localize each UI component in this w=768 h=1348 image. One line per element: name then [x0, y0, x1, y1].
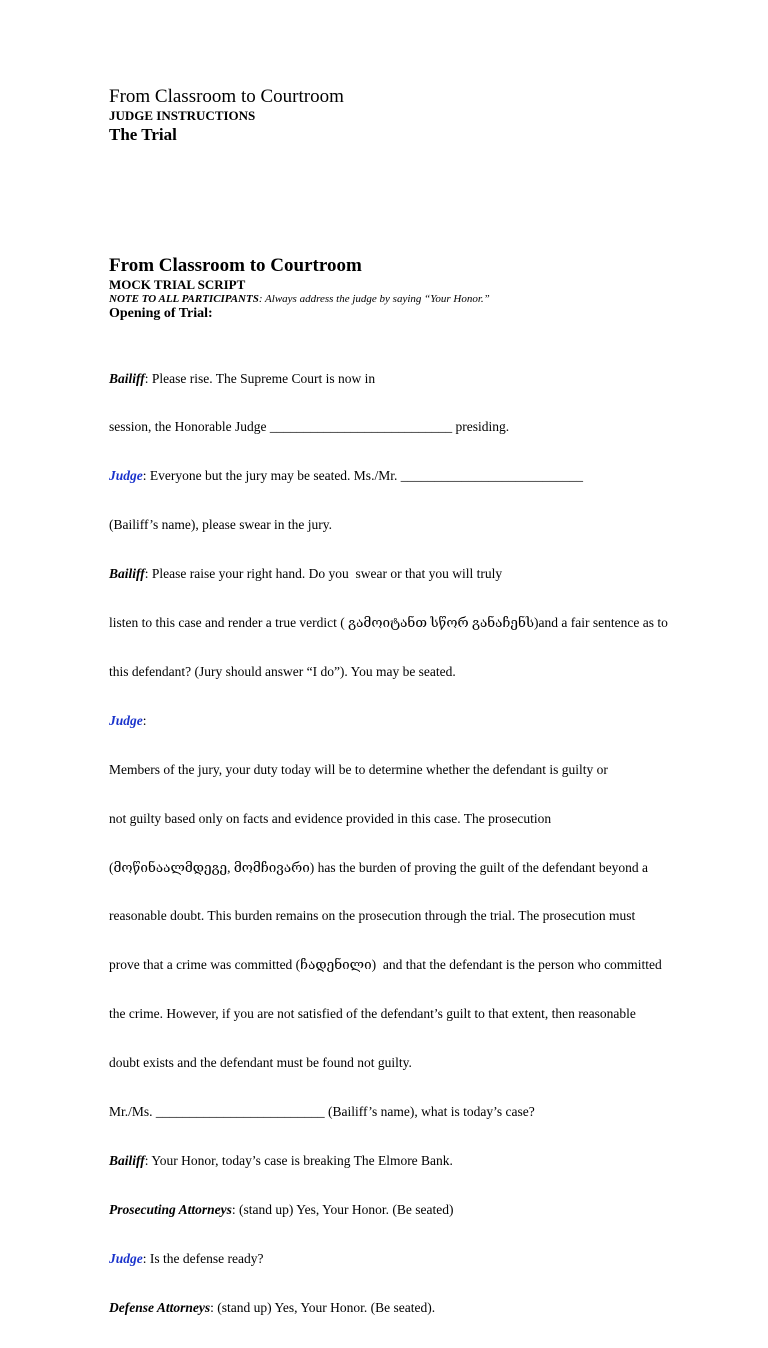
- script-body: [109, 338, 739, 1348]
- line-text: : (stand up) Yes, Your Honor. (Be seated): [231, 1201, 454, 1217]
- line-text: this defendant? (Jury should answer “I do”). You may be seated.: [109, 663, 456, 679]
- speaker-judge: Judge: [109, 468, 143, 484]
- script-line: [109, 762, 739, 778]
- script-line: [109, 566, 739, 582]
- section-heading-trial: The Trial: [109, 125, 177, 144]
- script-line: [109, 1006, 739, 1022]
- script-line: [109, 1055, 739, 1071]
- script-line: [109, 468, 739, 484]
- note-text: : Always address the judge by saying “Your Honor.”: [258, 293, 490, 305]
- script-line: [109, 1300, 739, 1316]
- line-text: (მოწინაალმდეგე, მომჩივარი) has the burden of proving the guilt of the defendant beyond a: [109, 859, 648, 875]
- script-line: [109, 811, 739, 827]
- script-line: [109, 419, 739, 435]
- script-line: [109, 1251, 739, 1267]
- line-text: : Is the defense ready?: [142, 1250, 264, 1266]
- line-text: : Everyone but the jury may be seated. Ms./Mr. ___________________________: [142, 468, 583, 484]
- participants-note: [109, 292, 739, 306]
- line-text: : Please rise. The Supreme Court is now in: [144, 370, 376, 386]
- speaker-bailiff: Bailiff: [109, 1152, 145, 1168]
- script-line: [109, 713, 739, 729]
- line-text: (Bailiff’s name), please swear in the jury.: [109, 517, 333, 533]
- script-line: [109, 957, 739, 973]
- script-line: [109, 615, 739, 631]
- note-label: NOTE TO ALL PARTICIPANTS: [109, 293, 259, 305]
- line-text: the crime. However, if you are not satisfied of the defendant’s guilt to that extent, then reasonable: [109, 1006, 636, 1022]
- line-text: doubt exists and the defendant must be found not guilty.: [109, 1055, 412, 1071]
- line-text: : (stand up) Yes, Your Honor. (Be seated).: [210, 1299, 436, 1315]
- document-subtitle: JUDGE INSTRUCTIONS: [109, 108, 256, 123]
- line-text: reasonable doubt. This burden remains on the prosecution through the trial. The prosecution must: [109, 908, 636, 924]
- script-line: [109, 1104, 739, 1120]
- speaker-judge: Judge: [109, 712, 143, 728]
- speaker-bailiff: Bailiff: [109, 370, 145, 386]
- speaker-bailiff: Bailiff: [109, 566, 145, 582]
- line-text: : Your Honor, today’s case is breaking The Elmore Bank.: [144, 1152, 453, 1168]
- script-line: [109, 1202, 739, 1218]
- line-text: :: [142, 712, 147, 728]
- line-text: session, the Honorable Judge ___________________________ presiding.: [109, 419, 510, 435]
- script-line: [109, 664, 739, 680]
- script-line: [109, 371, 739, 387]
- document-header: [109, 86, 729, 146]
- mock-trial-script: [109, 255, 739, 1348]
- script-title: From Classroom to Courtroom: [109, 255, 362, 276]
- line-text: Mr./Ms. _________________________ (Bailiff’s name), what is today’s case?: [109, 1103, 535, 1119]
- script-line: [109, 908, 739, 924]
- line-text: listen to this case and render a true verdict ( გამოიტანთ სწორ განაჩენს)and a fair sentence as to: [109, 615, 668, 631]
- speaker-prosecuting-attorneys: Prosecuting Attorneys: [109, 1201, 232, 1217]
- speaker-defense-attorneys: Defense Attorneys: [109, 1299, 211, 1315]
- line-text: not guilty based only on facts and evidence provided in this case. The prosecution: [109, 810, 552, 826]
- script-line: [109, 517, 739, 533]
- script-line: [109, 860, 739, 876]
- opening-heading: Opening of Trial:: [109, 306, 213, 321]
- line-text: prove that a crime was committed (ჩადენილი) and that the defendant is the person who committed: [109, 957, 662, 973]
- line-text: : Please raise your right hand. Do you swear or that you will truly: [144, 566, 503, 582]
- line-text: Members of the jury, your duty today will be to determine whether the defendant is guilty or: [109, 761, 608, 777]
- script-line: [109, 1153, 739, 1169]
- script-subtitle: MOCK TRIAL SCRIPT: [109, 277, 246, 292]
- speaker-judge: Judge: [109, 1250, 143, 1266]
- document-title: From Classroom to Courtroom: [109, 86, 344, 107]
